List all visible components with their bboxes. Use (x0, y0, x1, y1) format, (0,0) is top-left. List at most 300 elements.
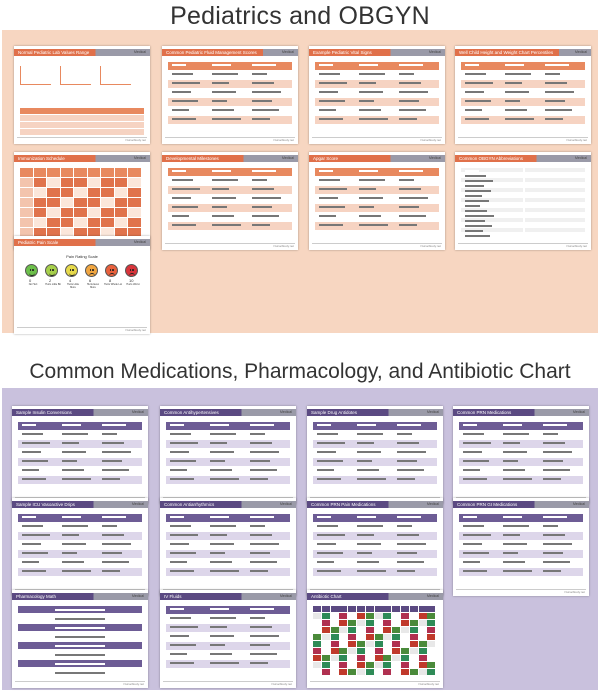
abx-cell (339, 606, 347, 612)
abx-cell (313, 662, 321, 668)
schedule-cell (128, 188, 141, 197)
abx-cell (339, 669, 347, 675)
pain-face-icon (105, 264, 118, 277)
table-row (168, 107, 292, 115)
cell-text (465, 170, 479, 172)
cell-text (465, 100, 491, 102)
sheet-title: Normal Pediatric Lab Values Range (18, 49, 95, 56)
pain-face-icon (45, 264, 58, 277)
sheet-thumbnail[interactable] (12, 406, 148, 504)
cell-text (210, 516, 229, 518)
abx-cell (392, 634, 400, 640)
abx-cell (313, 620, 321, 626)
sheet-content (459, 422, 583, 494)
cell-text (250, 534, 272, 536)
cell-text (359, 91, 383, 93)
cell-text (102, 478, 120, 480)
table-row (18, 422, 142, 430)
sheet-thumbnail[interactable] (160, 406, 296, 504)
cell-text (170, 424, 184, 426)
abx-cell (313, 655, 321, 661)
cell-text (172, 197, 191, 199)
table-row (168, 116, 292, 124)
pain-label: Hurts Little More (67, 283, 79, 289)
abx-cell (419, 648, 427, 654)
sheet-thumbnail[interactable] (162, 46, 298, 144)
cell-text (170, 617, 191, 619)
abx-cell (357, 634, 365, 640)
cell-text (503, 552, 518, 554)
cell-text (465, 64, 479, 66)
abx-cell (339, 634, 347, 640)
cell-text (317, 451, 336, 453)
brand-logo: Medical (281, 50, 294, 54)
cell-text (210, 424, 229, 426)
formula-text (55, 645, 105, 647)
sheet-header-band (307, 501, 443, 508)
cell-text (397, 451, 426, 453)
cell-text (172, 109, 189, 111)
cell-text (463, 543, 482, 545)
table-row (461, 223, 523, 227)
cell-text (503, 451, 527, 453)
cell-text (543, 552, 563, 554)
abx-cell (366, 606, 374, 612)
table-row (461, 62, 585, 70)
table-row (18, 476, 142, 484)
table-row (315, 195, 439, 203)
abx-cell (401, 627, 409, 633)
abx-cell (357, 662, 365, 668)
cell-text (543, 570, 561, 572)
lab-line (60, 66, 91, 85)
table-row (459, 476, 583, 484)
footer-credit: NurseStudy.net (273, 244, 294, 248)
table-row (315, 204, 439, 212)
brand-logo: Medical (133, 240, 146, 244)
cell-text (319, 64, 333, 66)
cell-text (252, 91, 281, 93)
cell-text (545, 91, 574, 93)
table-row (461, 208, 523, 212)
cell-text (22, 570, 46, 572)
cell-text (543, 561, 570, 563)
cell-text (172, 215, 189, 217)
footer-credit: NurseStudy.net (564, 590, 585, 594)
table-row (459, 514, 583, 522)
sheet-thumbnail[interactable] (160, 498, 296, 596)
schedule-cell (101, 188, 114, 197)
mouth-shape (129, 273, 135, 277)
sheet-title: Antibiotic Chart (311, 593, 348, 600)
sheet-thumbnail[interactable] (453, 498, 589, 596)
abx-cell (366, 669, 374, 675)
table-row (461, 218, 523, 222)
abx-cell (375, 669, 383, 675)
cell-text (22, 451, 41, 453)
sheet-thumbnail[interactable] (12, 590, 148, 688)
table-row (166, 568, 290, 576)
table-row (313, 476, 437, 484)
table-row (18, 523, 142, 531)
cell-text (543, 543, 572, 545)
cell-text (210, 635, 234, 637)
cell-text (317, 460, 343, 462)
cell-text (399, 100, 419, 102)
table-row (166, 476, 290, 484)
cell-text (250, 516, 274, 518)
cell-text (397, 433, 412, 435)
pain-face-item (24, 264, 40, 294)
table-row (18, 541, 142, 549)
cell-text (357, 433, 383, 435)
schedule-cell (74, 208, 87, 217)
abx-cell (383, 648, 391, 654)
cell-text (465, 73, 486, 75)
abx-cell (313, 648, 321, 654)
sheet-header-band (14, 155, 150, 162)
cell-text (62, 433, 88, 435)
cell-text (170, 662, 194, 664)
abx-cell (410, 641, 418, 647)
sheet-title: Common OBGYN Abbreviations (459, 155, 529, 162)
sheet-thumbnail[interactable] (160, 590, 296, 688)
sheet-thumbnail[interactable] (309, 46, 445, 144)
pain-face-item (84, 264, 100, 294)
abx-cell (322, 627, 330, 633)
cell-text (399, 73, 414, 75)
formula-text (55, 663, 105, 665)
sheet-header-band (12, 593, 148, 600)
abx-cell (331, 634, 339, 640)
cell-text (399, 170, 423, 172)
cell-text (170, 608, 184, 610)
table-row (168, 213, 292, 221)
cell-text (22, 478, 46, 480)
cell-text (399, 118, 417, 120)
table-row (168, 71, 292, 79)
sheet-content (313, 514, 437, 586)
cell-text (319, 188, 347, 190)
cell-text (210, 608, 229, 610)
schedule-cell (61, 168, 74, 177)
cell-text (22, 516, 36, 518)
sheet-content (313, 606, 437, 678)
cell-text (210, 653, 232, 655)
cell-text (22, 433, 43, 435)
table-row (313, 458, 437, 466)
cell-text (503, 525, 529, 527)
cell-text (212, 73, 238, 75)
abx-cell (322, 613, 330, 619)
table-row (461, 98, 585, 106)
brand-logo: Medical (426, 502, 439, 506)
table-row (459, 550, 583, 558)
abx-cell (401, 634, 409, 640)
abx-cell (392, 620, 400, 626)
brand-logo: Medical (572, 502, 585, 506)
table-row (459, 559, 583, 567)
formula-row (18, 642, 142, 649)
brand-logo: Medical (574, 50, 587, 54)
abx-cell (322, 620, 330, 626)
sheet-thumbnail[interactable] (12, 498, 148, 596)
table-row (315, 89, 439, 97)
table-row (168, 204, 292, 212)
abx-cell (339, 648, 347, 654)
table-row (166, 633, 290, 641)
sheet-title: Sample Drug Antidotes (311, 409, 363, 416)
schedule-cell (88, 208, 101, 217)
abx-cell (322, 669, 330, 675)
cell-text (359, 215, 381, 217)
schedule-cell (47, 218, 60, 227)
table-row (168, 195, 292, 203)
sheet-thumbnail[interactable] (455, 152, 591, 250)
cell-text (359, 197, 383, 199)
cell-text (357, 534, 374, 536)
cell-text (465, 109, 482, 111)
abx-cell (410, 620, 418, 626)
formula-row (18, 651, 142, 658)
cell-text (62, 561, 84, 563)
cell-text (465, 118, 489, 120)
cell-text (210, 552, 225, 554)
cell-text (62, 525, 88, 527)
abx-cell (366, 662, 374, 668)
abx-cell (357, 655, 365, 661)
abx-cell (401, 655, 409, 661)
mouth-shape (49, 272, 55, 276)
sheet-title: IV Fluids (164, 593, 188, 600)
table-row (525, 183, 585, 187)
table-row (18, 440, 142, 448)
table-row (315, 107, 439, 115)
section-title-peds: Pediatrics and OBGYN (170, 2, 430, 30)
table-row (459, 422, 583, 430)
table-row (18, 559, 142, 567)
cell-text (463, 570, 487, 572)
table-row (461, 198, 523, 202)
table-row (459, 467, 583, 475)
cell-text (102, 534, 124, 536)
abx-cell (419, 669, 427, 675)
table-row (461, 213, 523, 217)
table-row (525, 233, 585, 237)
abx-cell (331, 669, 339, 675)
sheet-thumbnail[interactable] (14, 236, 150, 334)
cell-text (397, 442, 419, 444)
sheet-title: Common Antiarrhythmics (164, 501, 220, 508)
cell-text (317, 433, 338, 435)
cell-text (212, 206, 227, 208)
abx-cell (383, 662, 391, 668)
cell-text (317, 424, 331, 426)
table-row (18, 514, 142, 522)
table-row (313, 422, 437, 430)
abx-cell (392, 613, 400, 619)
abx-cell (357, 606, 365, 612)
sheet-content (20, 168, 144, 240)
cell-text (543, 460, 563, 462)
table-row (166, 514, 290, 522)
sheet-thumbnail[interactable] (307, 406, 443, 504)
cell-text (250, 626, 272, 628)
table-row (313, 514, 437, 522)
sheet-header-band (307, 409, 443, 416)
abx-cell (339, 641, 347, 647)
table-row (166, 467, 290, 475)
sheet-header-band (14, 49, 150, 56)
cell-text (102, 561, 129, 563)
cell-text (22, 534, 50, 536)
schedule-cell (101, 178, 114, 187)
cell-text (170, 644, 196, 646)
cell-text (252, 100, 272, 102)
sheet-content (461, 168, 585, 240)
abx-cell (383, 620, 391, 626)
cell-text (170, 525, 191, 527)
cell-text (465, 190, 491, 192)
pain-score: 2 (49, 278, 52, 283)
cell-text (319, 215, 336, 217)
pain-face-item (64, 264, 80, 294)
cell-text (465, 175, 486, 177)
sheet-thumbnail[interactable] (455, 46, 591, 144)
pain-label: Hurts Even More (86, 283, 100, 289)
sheet-thumbnail[interactable] (307, 590, 443, 688)
cell-text (62, 552, 77, 554)
cell-text (357, 451, 381, 453)
pain-label: Hurts Little Bit (45, 283, 61, 286)
cell-text (357, 561, 379, 563)
cell-text (543, 516, 567, 518)
table-row (315, 168, 439, 176)
table-row (525, 208, 585, 212)
table-row (313, 523, 437, 531)
table-row (461, 233, 523, 237)
abx-cell (410, 606, 418, 612)
cell-text (250, 570, 268, 572)
cell-text (102, 525, 117, 527)
table-row (459, 568, 583, 576)
cell-text (543, 478, 561, 480)
cell-text (317, 534, 345, 536)
abx-cell (366, 648, 374, 654)
sheet-thumbnail[interactable] (162, 152, 298, 250)
cell-text (172, 73, 193, 75)
table-row (18, 550, 142, 558)
table-row (20, 115, 144, 121)
cell-text (212, 170, 231, 172)
cell-text (397, 478, 415, 480)
table-row (313, 431, 437, 439)
schedule-cell (101, 198, 114, 207)
sheet-header-band (309, 49, 445, 56)
cell-text (212, 109, 234, 111)
table-row (166, 523, 290, 531)
cell-text (210, 543, 234, 545)
cell-text (22, 561, 39, 563)
sheet-header-band (453, 501, 589, 508)
cell-text (319, 82, 347, 84)
sheet-thumbnail[interactable] (14, 46, 150, 144)
cell-text (210, 662, 239, 664)
cell-text (545, 100, 565, 102)
schedule-cell (34, 188, 47, 197)
schedule-cell (115, 208, 128, 217)
cell-text (22, 543, 41, 545)
cell-text (172, 118, 196, 120)
cell-text (170, 561, 187, 563)
sheet-title: Pharmacology Math (16, 593, 62, 600)
sheet-thumbnail[interactable] (309, 152, 445, 250)
cell-text (465, 195, 482, 197)
brand-logo: Medical (428, 50, 441, 54)
abx-cell (401, 641, 409, 647)
table-row (166, 422, 290, 430)
table-row (459, 449, 583, 457)
cell-text (503, 424, 522, 426)
cell-text (102, 460, 122, 462)
cell-text (170, 635, 189, 637)
table-row (18, 431, 142, 439)
sheet-header-band (14, 239, 150, 246)
cell-text (465, 220, 485, 222)
abx-cell (392, 655, 400, 661)
cell-text (252, 73, 267, 75)
cell-text (210, 433, 236, 435)
abx-cell (410, 627, 418, 633)
cell-text (172, 224, 196, 226)
footer-credit: NurseStudy.net (125, 138, 146, 142)
cell-text (250, 653, 277, 655)
cell-text (317, 570, 341, 572)
pain-face-item (104, 264, 120, 294)
abx-cell (339, 662, 347, 668)
cell-text (170, 570, 194, 572)
mouth-shape (109, 273, 115, 277)
cell-text (317, 478, 341, 480)
sheet-thumbnail[interactable] (453, 406, 589, 504)
cell-text (250, 525, 265, 527)
table-row (168, 98, 292, 106)
abx-cell (313, 606, 321, 612)
cell-text (210, 534, 227, 536)
cell-text (210, 570, 239, 572)
mouth-shape (89, 273, 95, 277)
sheet-thumbnail[interactable] (307, 498, 443, 596)
schedule-cell (88, 218, 101, 227)
table-row (315, 222, 439, 230)
cell-text (359, 73, 385, 75)
abx-cell (427, 606, 435, 612)
cell-text (250, 433, 265, 435)
cell-text (170, 516, 184, 518)
cell-text (465, 230, 483, 232)
cell-text (172, 100, 198, 102)
cell-text (250, 561, 277, 563)
pain-scale-heading: Pain Rating Scale (66, 254, 98, 259)
cell-text (102, 433, 117, 435)
formula-row (18, 624, 142, 631)
cell-text (399, 197, 428, 199)
abx-cell (419, 655, 427, 661)
abx-cell (348, 669, 356, 675)
cell-text (357, 543, 381, 545)
cell-text (505, 91, 529, 93)
cell-text (397, 543, 426, 545)
